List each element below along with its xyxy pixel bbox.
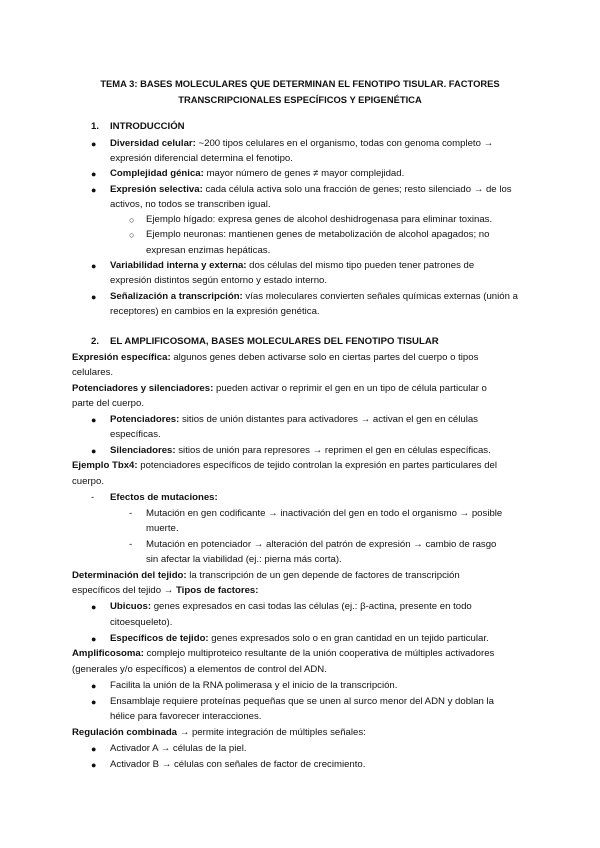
list-item [110, 633, 489, 645]
item-term: Diversidad celular: [110, 138, 196, 149]
sub-item-continuation: muerte. [146, 523, 179, 534]
dash-icon: - [129, 508, 133, 519]
bullet-icon: ● [91, 744, 97, 754]
bullet-icon: ● [91, 169, 97, 179]
sub-item-continuation: expresan enzimas hepáticas. [146, 245, 271, 256]
dash-icon: - [129, 539, 133, 550]
dash-icon: - [91, 492, 95, 503]
sub-item-continuation: sin afectar la viabilidad (ej.: pierna más corta). [146, 554, 342, 565]
list-item [110, 445, 491, 457]
continuation-text: específicos del tejido → [72, 585, 176, 596]
bullet-icon: ● [91, 185, 97, 195]
list-item [110, 260, 474, 272]
list-item [110, 138, 493, 150]
item-continuation: expresión diferencial determina el fenotipo. [110, 153, 293, 164]
item-term: Señalización a transcripción: [110, 291, 243, 302]
item-continuation: citoesqueleto). [110, 617, 173, 628]
paragraph-term: Potenciadores y silenciadores: [72, 383, 214, 394]
paragraph [72, 460, 497, 472]
paragraph [72, 570, 460, 582]
paragraph [72, 383, 487, 395]
paragraph-text: complejo multiproteico resultante de la unión cooperativa de múltiples activadores [143, 648, 495, 659]
sub-item: Ejemplo hígado: expresa genes de alcohol deshidrogenasa para eliminar toxinas. [146, 214, 493, 225]
item-continuation: hélice para favorecer interacciones. [110, 711, 262, 722]
item-term: Complejidad génica: [110, 168, 204, 179]
bullet-icon: ● [91, 415, 97, 425]
paragraph-continuation [72, 585, 258, 597]
paragraph-continuation: cuerpo. [72, 476, 104, 487]
paragraph-term: Amplificosoma: [72, 648, 144, 659]
paragraph-term: Determinación del tejido: [72, 570, 187, 581]
item-term: Ubicuos: [110, 601, 152, 612]
item-continuation: activos, no todos se transcriben igual. [110, 199, 271, 210]
title-line-1: TEMA 3: BASES MOLECULARES QUE DETERMINAN EL FENOTIPO TISULAR. FACTORES [100, 78, 500, 89]
title-line-2: TRANSCRIPCIONALES ESPECÍFICOS Y EPIGENÉTICA [178, 93, 422, 105]
item-text: ~200 tipos celulares en el organismo, todas con genoma completo → [195, 138, 494, 149]
list-item: Facilita la unión de la RNA polimerasa y el inicio de la transcripción. [110, 680, 398, 691]
item-continuation: expresión distintos según entorno y estado interno. [110, 275, 328, 286]
sub-item: Ejemplo neuronas: mantienen genes de metabolización de alcohol apagados; no [146, 229, 490, 240]
list-item: Activador A → células de la piel. [110, 743, 247, 754]
item-continuation: receptores) en cambios en la expresión genética. [110, 306, 320, 317]
bullet-icon: ● [91, 446, 97, 456]
section-1-number: 1. [91, 121, 100, 132]
list-item [110, 291, 518, 303]
item-text: mayor número de genes ≠ mayor complejidad. [203, 168, 405, 179]
item-text: genes expresados en casi todas las células (ej.: β-actina, presente en todo [151, 601, 472, 612]
paragraph-text: la transcripción de un gen depende de factores de transcripción [186, 570, 460, 581]
paragraph [72, 727, 366, 739]
list-item: Ensamblaje requiere proteínas pequeñas que se unen al surco menor del ADN y doblan la [110, 696, 494, 707]
paragraph-term: Expresión específica: [72, 352, 171, 363]
list-item [110, 184, 512, 196]
item-term: Específicos de tejido: [110, 633, 209, 644]
bullet-icon: ● [91, 292, 97, 302]
paragraph-text: pueden activar o reprimir el gen en un tipo de célula particular o [213, 383, 487, 394]
paragraph-text: algunos genes deben activarse solo en ciertas partes del cuerpo o tipos [170, 352, 479, 363]
continuation-term: Tipos de factores: [176, 585, 259, 596]
item-term: Expresión selectiva: [110, 184, 203, 195]
paragraph-continuation: (generales y/o específicos) a elementos de control del ADN. [72, 664, 327, 675]
bullet-icon: ● [91, 697, 97, 707]
hollow-bullet-icon: ○ [129, 230, 135, 240]
bullet-icon: ● [91, 760, 97, 770]
section-2-number: 2. [91, 336, 100, 347]
sub-item: Mutación en potenciador → alteración del patrón de expresión → cambio de rasgo [146, 539, 497, 550]
item-text: vías moleculares convierten señales químicas externas (unión a [242, 291, 518, 302]
bullet-icon: ● [91, 261, 97, 271]
bullet-icon: ● [91, 602, 97, 612]
list-item [110, 601, 472, 613]
paragraph-term: Ejemplo Tbx4: [72, 460, 138, 471]
item-text: dos células del mismo tipo pueden tener patrones de [246, 260, 475, 271]
section-2-heading: EL AMPLIFICOSOMA, BASES MOLECULARES DEL FENOTIPO TISULAR [110, 336, 439, 347]
paragraph-text: → permite integración de múltiples señales: [177, 727, 366, 738]
paragraph [72, 648, 494, 660]
hollow-bullet-icon: ○ [129, 215, 135, 225]
paragraph-text: potenciadores específicos de tejido controlan la expresión en partes particulares del [137, 460, 498, 471]
sub-item: Mutación en gen codificante → inactivación del gen en todo el organismo → posible [146, 508, 503, 519]
bullet-icon: ● [91, 139, 97, 149]
document-title [60, 76, 540, 107]
paragraph-term: Regulación combinada [72, 727, 178, 738]
item-term: Silenciadores: [110, 445, 176, 456]
bullet-icon: ● [91, 681, 97, 691]
item-text: genes expresados solo o en gran cantidad en un tejido particular. [208, 633, 489, 644]
item-text: sitios de unión distantes para activadores → activan el gen en células [179, 414, 478, 425]
item-term: Variabilidad interna y externa: [110, 260, 247, 271]
section-1-heading: INTRODUCCIÓN [110, 121, 185, 132]
bullet-icon: ● [91, 634, 97, 644]
item-text: cada célula activa solo una fracción de genes; resto silenciado → de los [202, 184, 512, 195]
paragraph-continuation: parte del cuerpo. [72, 398, 144, 409]
item-continuation: específicas. [110, 429, 161, 440]
item-term: Potenciadores: [110, 414, 180, 425]
mutations-heading: Efectos de mutaciones: [110, 492, 218, 503]
paragraph-continuation: celulares. [72, 367, 114, 378]
list-item [110, 414, 478, 426]
item-text: sitios de unión para represores → reprimen el gen en células específicas. [175, 445, 491, 456]
list-item: Activador B → células con señales de factor de crecimiento. [110, 759, 366, 770]
paragraph [72, 352, 478, 364]
list-item [110, 168, 404, 180]
